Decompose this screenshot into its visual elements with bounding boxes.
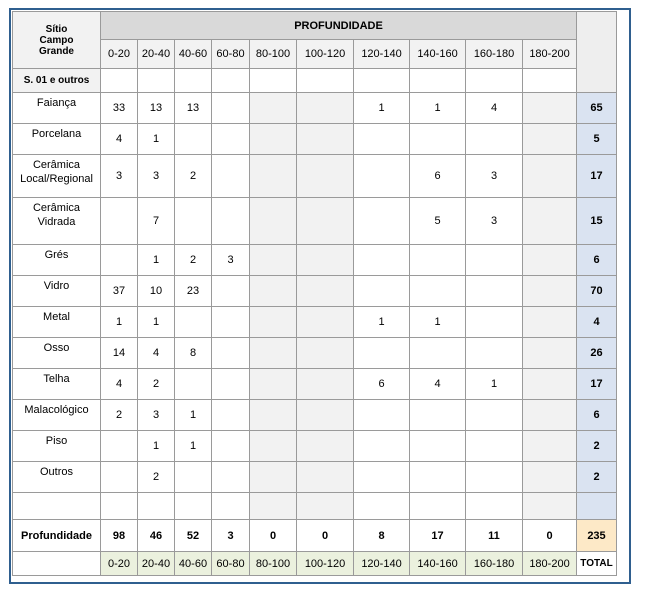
count-cell	[250, 155, 297, 198]
site-label-line-2: Campo	[39, 34, 74, 46]
depth-range-footer: 140-160	[410, 552, 466, 576]
count-cell	[250, 245, 297, 276]
count-cell	[354, 276, 410, 307]
row-total: 70	[577, 276, 617, 307]
count-cell	[466, 124, 523, 155]
count-cell	[297, 369, 354, 400]
row-total: 4	[577, 307, 617, 338]
table-row	[13, 338, 617, 369]
empty-cell	[101, 493, 138, 520]
grand-total: 235	[577, 520, 617, 552]
category-label: Faiança	[13, 93, 101, 124]
empty-cell	[466, 493, 523, 520]
count-cell	[250, 369, 297, 400]
count-cell	[410, 462, 466, 493]
table-row	[13, 124, 617, 155]
count-cell: 3	[101, 155, 138, 198]
empty-cell	[410, 69, 466, 93]
count-cell	[212, 338, 250, 369]
count-cell	[297, 276, 354, 307]
count-cell	[250, 198, 297, 245]
group-label: S. 01 e outros	[13, 69, 101, 93]
count-cell: 37	[101, 276, 138, 307]
empty-cell	[577, 493, 617, 520]
table-row	[13, 155, 617, 198]
count-cell	[523, 93, 577, 124]
depth-range-header: 40-60	[175, 40, 212, 69]
count-cell	[354, 462, 410, 493]
count-cell	[297, 155, 354, 198]
count-cell	[297, 198, 354, 245]
table-row	[13, 276, 617, 307]
count-cell	[523, 155, 577, 198]
count-cell: 4	[101, 369, 138, 400]
count-cell	[212, 124, 250, 155]
depth-range-footer: 40-60	[175, 552, 212, 576]
category-label: Osso	[13, 338, 101, 369]
count-cell	[466, 307, 523, 338]
count-cell	[354, 245, 410, 276]
depth-range-footer: 180-200	[523, 552, 577, 576]
count-cell	[410, 245, 466, 276]
count-cell	[523, 462, 577, 493]
depth-total: 46	[138, 520, 175, 552]
depth-total: 8	[354, 520, 410, 552]
count-cell	[410, 276, 466, 307]
depth-range-footer: 100-120	[297, 552, 354, 576]
count-cell: 1	[101, 307, 138, 338]
count-cell: 2	[138, 369, 175, 400]
count-cell: 3	[138, 155, 175, 198]
count-cell: 1	[410, 307, 466, 338]
count-cell	[354, 198, 410, 245]
count-cell	[297, 307, 354, 338]
empty-cell	[250, 69, 297, 93]
count-cell: 1	[466, 369, 523, 400]
table-row	[13, 245, 617, 276]
site-label-line-3: Grande	[38, 45, 74, 57]
totals-label: Profundidade	[13, 520, 101, 552]
depth-total: 0	[250, 520, 297, 552]
count-cell: 13	[138, 93, 175, 124]
count-cell: 6	[354, 369, 410, 400]
count-cell	[297, 462, 354, 493]
table-row	[13, 462, 617, 493]
count-cell	[250, 93, 297, 124]
depth-total: 11	[466, 520, 523, 552]
count-cell: 2	[175, 155, 212, 198]
depth-range-footer: 60-80	[212, 552, 250, 576]
table-row	[13, 400, 617, 431]
count-cell	[175, 198, 212, 245]
empty-cell	[297, 69, 354, 93]
depth-range-header: 60-80	[212, 40, 250, 69]
total-label: TOTAL	[577, 552, 617, 576]
count-cell: 1	[175, 431, 212, 462]
count-cell	[101, 245, 138, 276]
category-label: Porcelana	[13, 124, 101, 155]
count-cell: 5	[410, 198, 466, 245]
count-cell	[212, 400, 250, 431]
count-cell: 23	[175, 276, 212, 307]
category-label: Malacológico	[13, 400, 101, 431]
count-cell	[523, 276, 577, 307]
count-cell: 2	[138, 462, 175, 493]
depth-total: 3	[212, 520, 250, 552]
count-cell: 33	[101, 93, 138, 124]
count-cell	[101, 198, 138, 245]
row-total: 17	[577, 155, 617, 198]
data-table	[12, 11, 617, 576]
count-cell	[250, 431, 297, 462]
empty-cell	[297, 493, 354, 520]
count-cell	[523, 307, 577, 338]
count-cell	[466, 276, 523, 307]
count-cell: 6	[410, 155, 466, 198]
count-cell	[523, 369, 577, 400]
count-cell	[466, 462, 523, 493]
empty-cell	[354, 69, 410, 93]
depth-range-footer: 80-100	[250, 552, 297, 576]
empty-cell	[212, 493, 250, 520]
count-cell	[297, 124, 354, 155]
category-label: Cerâmica Vidrada	[13, 198, 101, 245]
spacer-row	[13, 493, 617, 520]
count-cell	[212, 198, 250, 245]
count-cell	[523, 198, 577, 245]
count-cell	[175, 462, 212, 493]
depth-range-header: 140-160	[410, 40, 466, 69]
count-cell: 4	[410, 369, 466, 400]
table-row	[13, 93, 617, 124]
count-cell	[212, 369, 250, 400]
count-cell	[466, 400, 523, 431]
count-cell	[175, 307, 212, 338]
empty-cell	[175, 493, 212, 520]
count-cell: 2	[175, 245, 212, 276]
depth-range-header: 80-100	[250, 40, 297, 69]
category-label: Piso	[13, 431, 101, 462]
count-cell	[354, 431, 410, 462]
depth-total: 17	[410, 520, 466, 552]
count-cell	[212, 431, 250, 462]
site-label-line-1: Sítio	[45, 23, 68, 35]
row-total: 2	[577, 462, 617, 493]
count-cell	[466, 338, 523, 369]
empty-cell	[138, 69, 175, 93]
count-cell: 1	[354, 307, 410, 338]
category-label: Telha	[13, 369, 101, 400]
depth-header: PROFUNDIDADE	[101, 12, 577, 40]
count-cell: 13	[175, 93, 212, 124]
count-cell: 3	[466, 198, 523, 245]
depth-range-footer: 120-140	[354, 552, 410, 576]
count-cell	[250, 307, 297, 338]
count-cell	[466, 245, 523, 276]
count-cell: 1	[138, 431, 175, 462]
count-cell	[523, 338, 577, 369]
count-cell	[212, 462, 250, 493]
empty-cell	[138, 493, 175, 520]
count-cell: 2	[101, 400, 138, 431]
count-cell	[175, 124, 212, 155]
empty-cell	[250, 493, 297, 520]
depth-range-header: 0-20	[101, 40, 138, 69]
count-cell	[250, 338, 297, 369]
row-total: 65	[577, 93, 617, 124]
count-cell	[101, 431, 138, 462]
depth-range-footer: 0-20	[101, 552, 138, 576]
row-total: 17	[577, 369, 617, 400]
row-total: 6	[577, 245, 617, 276]
row-total: 2	[577, 431, 617, 462]
total-header-blank	[577, 12, 617, 93]
count-cell: 1	[410, 93, 466, 124]
empty-cell	[354, 493, 410, 520]
empty-cell	[101, 69, 138, 93]
count-cell	[410, 124, 466, 155]
empty-cell	[212, 69, 250, 93]
count-cell	[250, 124, 297, 155]
count-cell	[410, 400, 466, 431]
empty-cell	[13, 552, 101, 576]
count-cell: 1	[138, 124, 175, 155]
category-label: Metal	[13, 307, 101, 338]
count-cell	[212, 93, 250, 124]
count-cell	[523, 431, 577, 462]
depth-range-header: 120-140	[354, 40, 410, 69]
empty-cell	[523, 493, 577, 520]
table-row	[13, 198, 617, 245]
count-cell	[523, 124, 577, 155]
count-cell: 10	[138, 276, 175, 307]
count-cell: 1	[354, 93, 410, 124]
depth-total: 98	[101, 520, 138, 552]
count-cell: 7	[138, 198, 175, 245]
count-cell	[466, 431, 523, 462]
empty-cell	[175, 69, 212, 93]
row-total: 5	[577, 124, 617, 155]
totals-row	[13, 520, 617, 552]
footer-row	[13, 552, 617, 576]
site-name-cell	[13, 12, 101, 69]
count-cell	[523, 245, 577, 276]
count-cell	[297, 338, 354, 369]
count-cell	[101, 462, 138, 493]
count-cell	[354, 155, 410, 198]
category-label: Cerâmica Local/Regional	[13, 155, 101, 198]
table-row	[13, 431, 617, 462]
count-cell	[354, 124, 410, 155]
count-cell	[297, 431, 354, 462]
count-cell	[250, 400, 297, 431]
depth-range-footer: 20-40	[138, 552, 175, 576]
count-cell	[212, 307, 250, 338]
count-cell	[175, 369, 212, 400]
depth-range-header: 100-120	[297, 40, 354, 69]
count-cell	[410, 338, 466, 369]
count-cell: 1	[138, 245, 175, 276]
count-cell	[354, 338, 410, 369]
count-cell	[354, 400, 410, 431]
category-label: Vidro	[13, 276, 101, 307]
category-label: Grés	[13, 245, 101, 276]
depth-total: 0	[523, 520, 577, 552]
count-cell: 3	[138, 400, 175, 431]
count-cell	[250, 276, 297, 307]
empty-cell	[410, 493, 466, 520]
table-row	[13, 369, 617, 400]
category-label: Outros	[13, 462, 101, 493]
count-cell: 14	[101, 338, 138, 369]
count-cell	[523, 400, 577, 431]
count-cell	[250, 462, 297, 493]
empty-cell	[466, 69, 523, 93]
depth-range-footer: 160-180	[466, 552, 523, 576]
count-cell	[297, 245, 354, 276]
count-cell: 1	[138, 307, 175, 338]
count-cell: 4	[466, 93, 523, 124]
depth-range-header: 180-200	[523, 40, 577, 69]
empty-cell	[13, 493, 101, 520]
count-cell: 4	[101, 124, 138, 155]
depth-range-header: 20-40	[138, 40, 175, 69]
count-cell: 1	[175, 400, 212, 431]
count-cell: 3	[466, 155, 523, 198]
count-cell	[212, 155, 250, 198]
count-cell	[297, 400, 354, 431]
empty-cell	[523, 69, 577, 93]
depth-total: 0	[297, 520, 354, 552]
depth-total: 52	[175, 520, 212, 552]
count-cell	[212, 276, 250, 307]
row-total: 26	[577, 338, 617, 369]
count-cell	[410, 431, 466, 462]
count-cell: 3	[212, 245, 250, 276]
count-cell	[297, 93, 354, 124]
row-total: 15	[577, 198, 617, 245]
row-total: 6	[577, 400, 617, 431]
table-row	[13, 307, 617, 338]
count-cell: 8	[175, 338, 212, 369]
count-cell: 4	[138, 338, 175, 369]
depth-range-header: 160-180	[466, 40, 523, 69]
